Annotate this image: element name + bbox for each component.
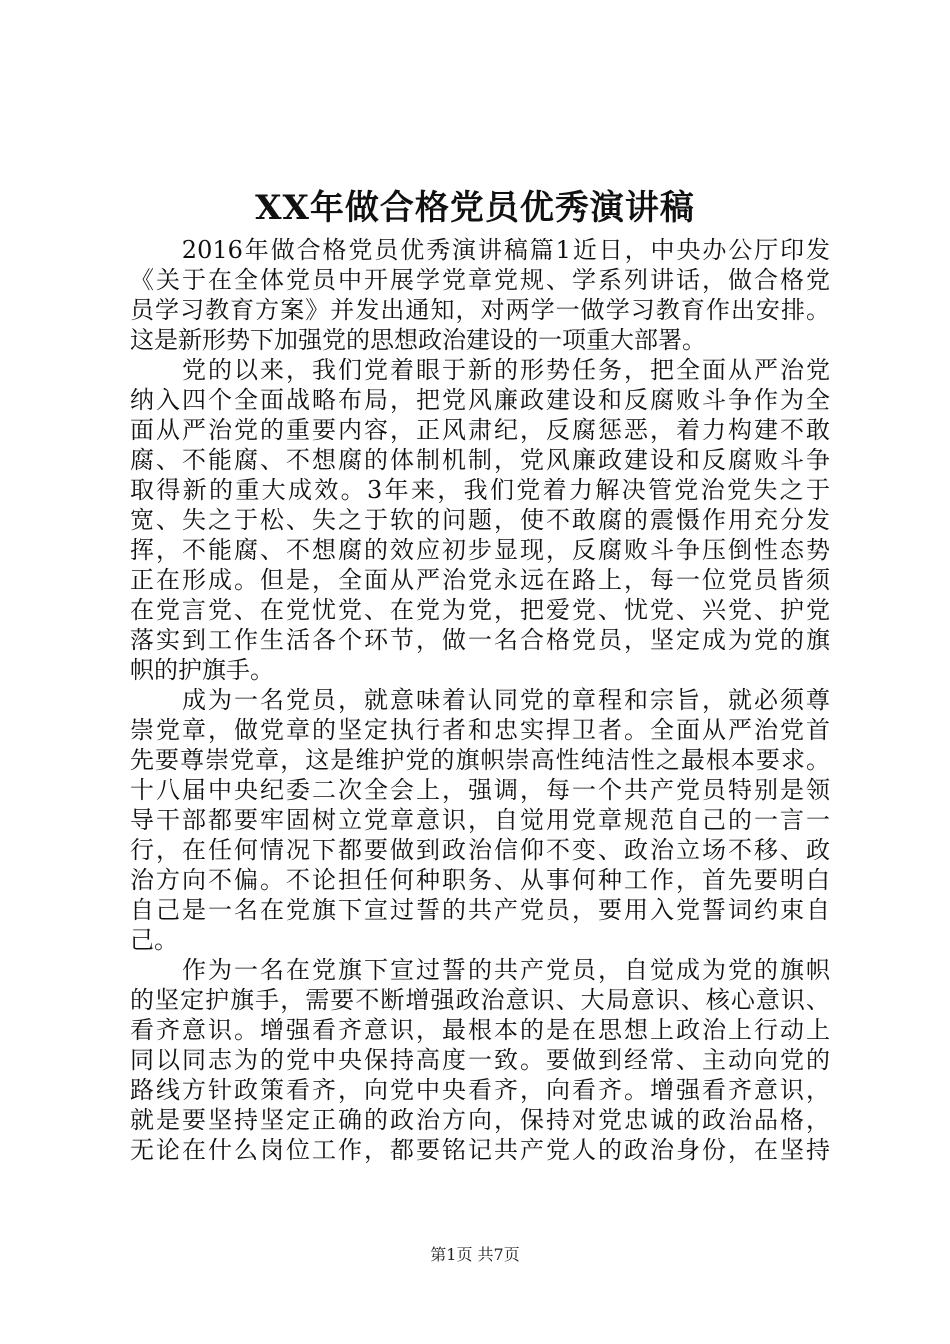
text-line: 作为一名在党旗下宣过誓的共产党员，自觉成为党的旗帜: [130, 956, 830, 984]
document-title: XX年做合格党员优秀演讲稿: [255, 188, 695, 228]
text-line: 腐、不能腐、不想腐的体制机制，党风廉政建设和反腐败斗争: [130, 446, 830, 474]
text-line: 面从严治党的重要内容，正风肃纪，反腐惩恶，着力构建不敢: [130, 416, 830, 444]
text-line: 的坚定护旗手，需要不断增强政治意识、大局意识、核心意识、: [130, 986, 830, 1014]
text-line: 挥，不能腐、不想腐的效应初步显现，反腐败斗争压倒性态势: [130, 536, 830, 564]
text-line: 就是要坚持坚定正确的政治方向，保持对党忠诚的政治品格，: [130, 1106, 830, 1134]
text-line: 导干部都要牢固树立党章意识，自觉用党章规范自己的一言一: [130, 806, 830, 834]
text-line: 取得新的重大成效。3年来，我们党着力解决管党治党失之于: [130, 476, 830, 504]
text-line: 在党言党、在党忧党、在党为党，把爱党、忧党、兴党、护党: [130, 596, 830, 624]
text-line: 宽、失之于松、失之于软的问题，使不敢腐的震慑作用充分发: [130, 506, 830, 534]
text-line: 无论在什么岗位工作，都要铭记共产党人的政治身份，在坚持: [130, 1136, 830, 1164]
text-line: 正在形成。但是，全面从严治党永远在路上，每一位党员皆须: [130, 566, 830, 594]
text-line: 党的以来，我们党着眼于新的形势任务，把全面从严治党: [130, 356, 830, 384]
document-body: [130, 235, 830, 1165]
text-line: 《关于在全体党员中开展学党章党规、学系列讲话，做合格党: [130, 266, 830, 294]
text-line: 落实到工作生活各个环节，做一名合格党员，坚定成为党的旗: [130, 626, 830, 654]
text-line: 看齐意识。增强看齐意识，最根本的是在思想上政治上行动上: [130, 1016, 830, 1044]
text-line: 崇党章，做党章的坚定执行者和忠实捍卫者。全面从严治党首: [130, 716, 830, 744]
text-line: 先要尊崇党章，这是维护党的旗帜崇高性纯洁性之最根本要求。: [130, 746, 830, 774]
text-line: 自己是一名在党旗下宣过誓的共产党员，要用入党誓词约束自: [130, 896, 830, 924]
text-line: 纳入四个全面战略布局，把党风廉政建设和反腐败斗争作为全: [130, 386, 830, 414]
text-line: 行，在任何情况下都要做到政治信仰不变、政治立场不移、政: [130, 836, 830, 864]
text-line: 路线方针政策看齐，向党中央看齐，向看齐。增强看齐意识，: [130, 1076, 830, 1104]
text-line: 帜的护旗手。: [130, 656, 274, 684]
page-footer: 第1页 共7页: [430, 1245, 520, 1264]
text-line: 成为一名党员，就意味着认同党的章程和宗旨，就必须尊: [130, 686, 830, 714]
text-line: 员学习教育方案》并发出通知，对两学一做学习教育作出安排。: [130, 296, 830, 324]
text-line: 治方向不偏。不论担任何种职务、从事何种工作，首先要明白: [130, 866, 830, 894]
text-line: 十八届中央纪委二次全会上，强调，每一个共产党员特别是领: [130, 776, 830, 804]
text-line: 这是新形势下加强党的思想政治建设的一项重大部署。: [130, 326, 706, 354]
text-line: 2016年做合格党员优秀演讲稿篇1近日，中央办公厅印发: [130, 236, 830, 264]
text-line: 同以同志为的党中央保持高度一致。要做到经常、主动向党的: [130, 1046, 830, 1074]
text-line: 己。: [130, 926, 178, 954]
